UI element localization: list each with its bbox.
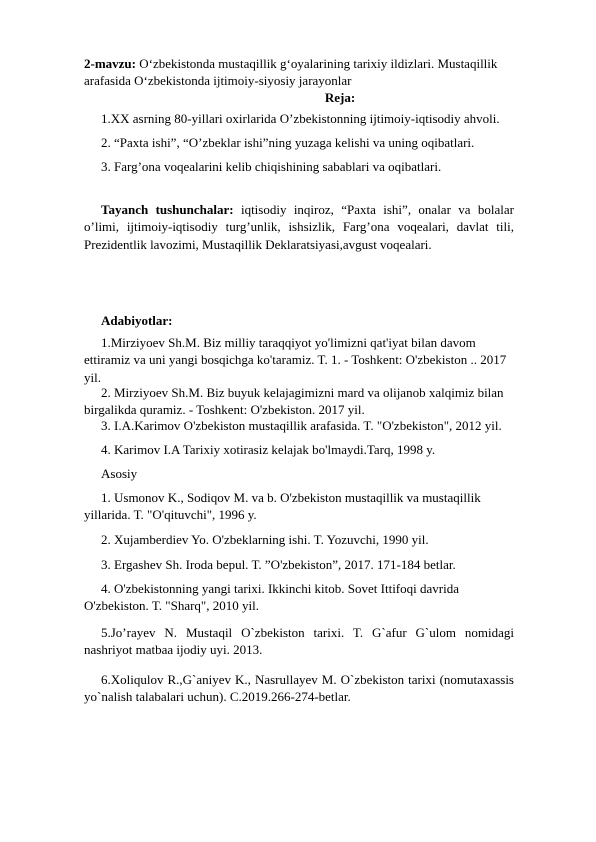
plan-item: 1.XX asrning 80-yillari oxirlarida O’zbekistonning ijtimoiy-iqtisodiy ahvoli.: [101, 111, 500, 126]
main-literature-heading: Asosiy: [101, 466, 138, 481]
main-literature-item: 6.Xoliqulov R.,G`aniyev K., Nasrullayev M. O`zbekiston tarixi (nomutaxassis yo`nalish talabalari uchun). C.2019.266-274-betlar.: [84, 672, 514, 705]
topic-title: [84, 55, 514, 90]
main-literature-item: 5.Jo’rayev N. Mustaqil O`zbekiston tarixi. T. G`afur G`ulom nomidagi nashriyot matbaa ijodiy uyi. 2013.: [84, 625, 514, 658]
plan-item: 3. Farg’ona voqealarini kelib chiqishining sabablari va oqibatlari.: [101, 159, 442, 174]
main-literature-item: 2. Xujamberdiev Yo. O'zbeklarning ishi. T. Yozuvchi, 1990 yil.: [101, 532, 429, 547]
key-concepts-label: Tayanch tushunchalar:: [101, 202, 234, 217]
literature-heading: Adabiyotlar:: [101, 313, 173, 328]
literature-item: 4. Karimov I.A Tarixiy xotirasiz kelajak bo'lmaydi.Tarq, 1998 y.: [101, 442, 436, 457]
literature-item: 1.Mirziyoev Sh.M. Biz milliy taraqqiyot yo'limizni qat'iyat bilan davom ettiramiz va uni yangi bosqichga ko'taramiz. T. 1. - Toshkent: O'zbekiston .. 2017 yil.: [84, 335, 507, 385]
main-literature-item: 3. Ergashev Sh. Iroda bepul. T. ”O'zbekiston”, 2017. 171-184 betlar.: [101, 557, 456, 572]
topic-label: 2-mavzu:: [84, 56, 136, 71]
key-concepts: [84, 201, 514, 253]
plan-item: 2. “Paxta ishi”, “O’zbeklar ishi”ning yuzaga kelishi va uning oqibatlari.: [101, 135, 475, 150]
literature-item: 2. Mirziyoev Sh.M. Biz buyuk kelajagimizni mard va olijanob xalqimiz bilan birgalikda quramiz. - Toshkent: O'zbekiston. 2017 yil.: [84, 385, 504, 418]
literature-item: 3. I.A.Karimov O'zbekiston mustaqillik arafasida. T. "O'zbekiston", 2012 yil.: [101, 418, 502, 433]
main-literature-item: 1. Usmonov K., Sodiqov M. va b. O'zbekiston mustaqillik va mustaqillik yillarida. T. "O'qituvchi", 1996 y.: [84, 490, 481, 523]
plan-heading: Reja:: [324, 90, 356, 105]
main-literature-item: 4. O'zbekistonning yangi tarixi. Ikkinchi kitob. Sovet Ittifoqi davrida O'zbekiston. T. "Sharq", 2010 yil.: [84, 581, 459, 614]
topic-text: O‘zbekistonda mustaqillik g‘oyalarining tarixiy ildizlari. Mustaqillik arafasida O‘zbekistonda ijtimoiy-siyosiy jarayonlar: [84, 56, 498, 89]
key-concepts-text: iqtisodiy inqiroz, “Paxta ishi”, onalar va bolalar o’limi, ijtimoiy-iqtisodiy turg’unlik, ishsizlik, Farg’ona voqealari, davlat tili, Prezidentlik lavozimi, Mustaqillik Deklaratsiyasi,avgust voqealari.: [84, 202, 514, 252]
